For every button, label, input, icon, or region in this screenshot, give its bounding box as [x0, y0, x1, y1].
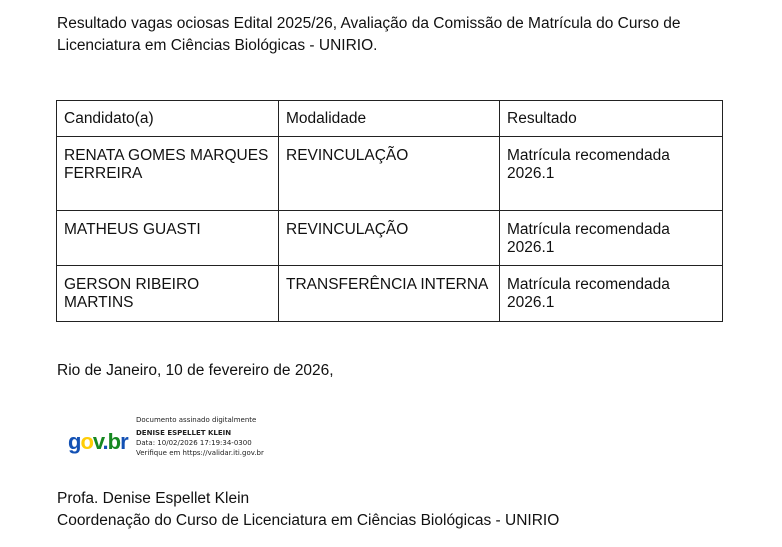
signatory-role: Coordenação do Curso de Licenciatura em Ciências Biológicas - UNIRIO: [57, 512, 560, 529]
table-row: [57, 211, 723, 266]
intro-paragraph: Resultado vagas ociosas Edital 2025/26, Avaliação da Comissão de Matrícula do Curso de Licenciatura em Ciências Biológicas - UNIRIO.: [57, 15, 681, 54]
signatory-block: [57, 488, 559, 532]
cell-modalidade: REVINCULAÇÃO: [279, 137, 500, 211]
header-candidato: Candidato(a): [57, 101, 279, 137]
cell-candidato: RENATA GOMES MARQUES FERREIRA: [57, 137, 279, 211]
cell-resultado: Matrícula recomendada 2026.1: [500, 266, 723, 322]
header-modalidade: Modalidade: [279, 101, 500, 137]
digital-signature-stamp: [68, 415, 298, 467]
results-table: [56, 100, 723, 322]
govbr-logo: [68, 427, 132, 457]
cell-candidato: MATHEUS GUASTI: [57, 211, 279, 266]
place-date: Rio de Janeiro, 10 de fevereiro de 2026,: [57, 362, 334, 379]
signature-date: Data: 10/02/2026 17:19:34-0300: [136, 439, 252, 447]
cell-candidato: GERSON RIBEIRO MARTINS: [57, 266, 279, 322]
svg-text:gov.br: gov.br: [68, 429, 128, 454]
signature-verify-link: Verifique em https://validar.iti.gov.br: [136, 449, 264, 457]
signature-details: [136, 415, 264, 458]
signer-name: DENISE ESPELLET KLEIN: [136, 429, 232, 437]
header-resultado: Resultado: [500, 101, 723, 137]
cell-resultado: Matrícula recomendada 2026.1: [500, 137, 723, 211]
table-row: [57, 266, 723, 322]
cell-resultado: Matrícula recomendada 2026.1: [500, 211, 723, 266]
signature-label: Documento assinado digitalmente: [136, 416, 257, 424]
table-header-row: [57, 101, 723, 137]
table-row: [57, 137, 723, 211]
signatory-name: Profa. Denise Espellet Klein: [57, 490, 250, 507]
cell-modalidade: TRANSFERÊNCIA INTERNA: [279, 266, 500, 322]
cell-modalidade: REVINCULAÇÃO: [279, 211, 500, 266]
